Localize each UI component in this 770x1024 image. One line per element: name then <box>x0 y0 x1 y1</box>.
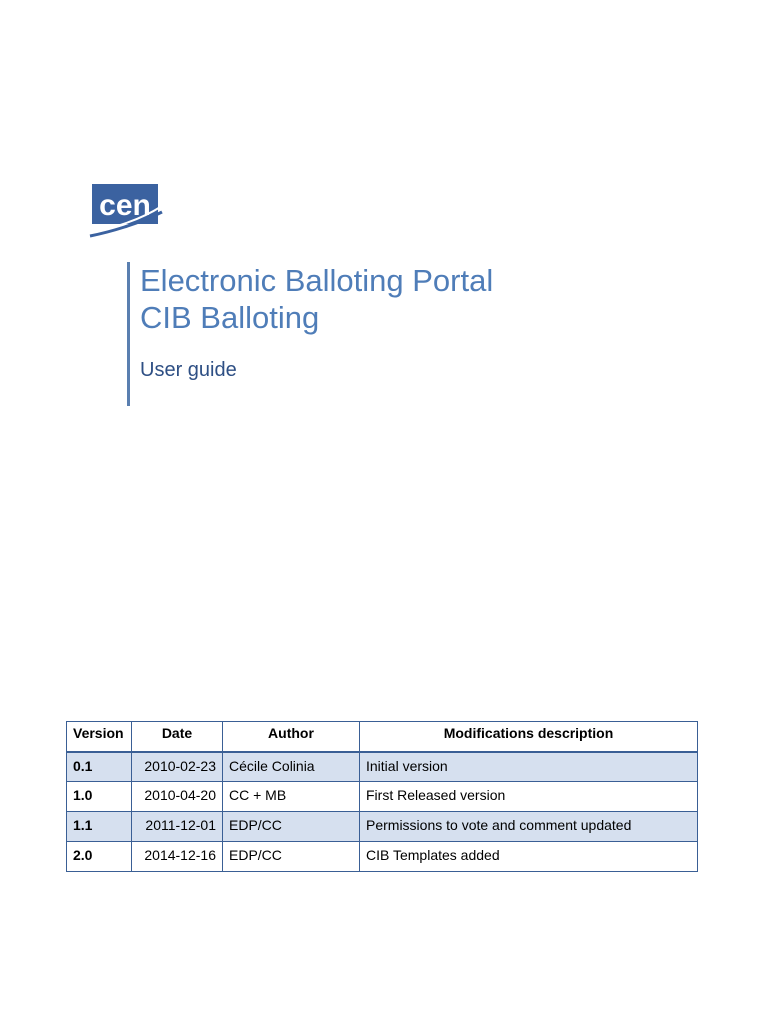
table-row <box>67 812 698 842</box>
header-description: Modifications description <box>360 722 698 752</box>
cen-logo <box>88 182 164 238</box>
header-version: Version <box>67 722 132 752</box>
cell-description: First Released version <box>360 782 698 812</box>
cell-version: 0.1 <box>67 752 132 782</box>
cell-description: Permissions to vote and comment updated <box>360 812 698 842</box>
cell-author: EDP/CC <box>223 812 360 842</box>
table-row <box>67 782 698 812</box>
table-row <box>67 752 698 782</box>
table-header-row <box>67 722 698 752</box>
header-author: Author <box>223 722 360 752</box>
document-title-line2: CIB Balloting <box>140 300 320 335</box>
cell-author: CC + MB <box>223 782 360 812</box>
header-date: Date <box>132 722 223 752</box>
cell-version: 1.1 <box>67 812 132 842</box>
cell-version: 2.0 <box>67 842 132 872</box>
cell-date: 2011-12-01 <box>132 812 223 842</box>
cell-description: Initial version <box>360 752 698 782</box>
revision-history-table <box>66 721 698 872</box>
cell-date: 2010-02-23 <box>132 752 223 782</box>
cell-author: EDP/CC <box>223 842 360 872</box>
document-subtitle: User guide <box>140 359 237 381</box>
table-row <box>67 842 698 872</box>
logo-text: cen <box>99 189 151 222</box>
cell-description: CIB Templates added <box>360 842 698 872</box>
cell-date: 2010-04-20 <box>132 782 223 812</box>
cell-version: 1.0 <box>67 782 132 812</box>
title-block <box>127 262 687 406</box>
document-title-line1: Electronic Balloting Portal <box>140 263 494 298</box>
cell-author: Cécile Colinia <box>223 752 360 782</box>
cell-date: 2014-12-16 <box>132 842 223 872</box>
